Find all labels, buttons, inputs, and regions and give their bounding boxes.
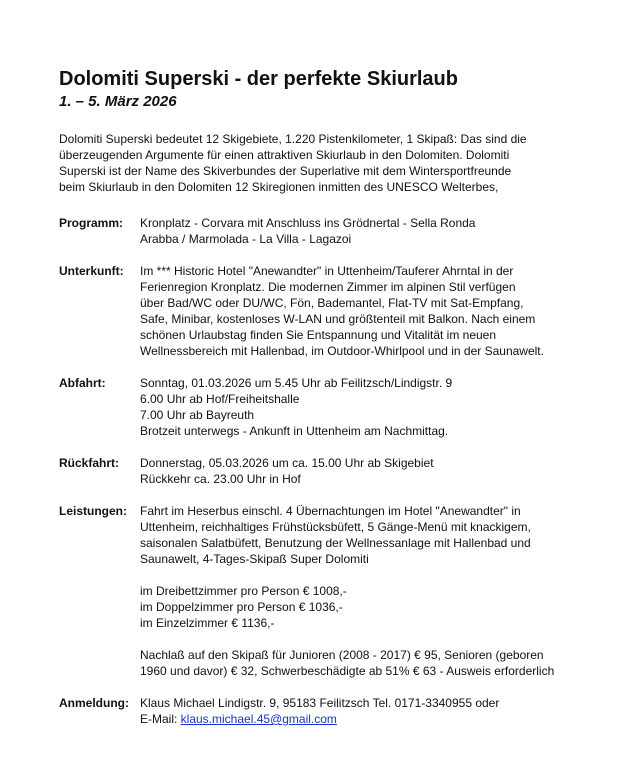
anmeldung-label: Anmeldung:: [59, 696, 129, 710]
unterkunft-content: [140, 263, 619, 359]
document-title: Dolomiti Superski - der perfekte Skiurlaub: [59, 68, 458, 90]
section-leistungen: [59, 503, 619, 679]
intro-line: Dolomiti Superski bedeutet 12 Skigebiete, 1.220 Pistenkilometer, 1 Skipaß: Das sind die: [59, 132, 527, 146]
spacer: [140, 631, 619, 647]
leistungen-line: Saunawelt, 4-Tages-Skipaß Super Dolomiti: [140, 552, 369, 566]
leistungen-line: saisonalen Salatbüfett, Benutzung der Wellnessanlage mit Hallenbad und: [140, 536, 531, 550]
unterkunft-label: Unterkunft:: [59, 264, 124, 278]
abfahrt-content: [140, 375, 619, 439]
discount-line: Nachlaß auf den Skipaß für Junioren (2008 - 2017) € 95, Senioren (geboren: [140, 648, 544, 662]
intro-line: Superski ist der Name des Skiverbundes der Superlative mit dem Wintersportfreunde: [59, 164, 512, 178]
programm-content: [140, 215, 619, 247]
anmeldung-email-line: [140, 711, 619, 727]
section-rueckfahrt: [59, 455, 619, 487]
abfahrt-line: Sonntag, 01.03.2026 um 5.45 Uhr ab Feilitzsch/Lindigstr. 9: [140, 376, 453, 390]
leistungen-label: Leistungen:: [59, 504, 127, 518]
rueckfahrt-line: Rückkehr ca. 23.00 Uhr in Hof: [140, 472, 301, 486]
discount-line: 1960 und davor) € 32, Schwerbeschädigte ab 51% € 63 - Ausweis erforderlich: [140, 664, 555, 678]
rueckfahrt-line: Donnerstag, 05.03.2026 um ca. 15.00 Uhr ab Skigebiet: [140, 456, 434, 470]
abfahrt-label: Abfahrt:: [59, 376, 106, 390]
unterkunft-line: Wellnessbereich mit Hallenbad, im Outdoor-Whirlpool und in der Saunawelt.: [140, 344, 544, 358]
unterkunft-line: Ferienregion Kronplatz. Die modernen Zimmer im alpinen Stil verfügen: [140, 280, 516, 294]
document-page: [59, 66, 619, 727]
intro-paragraph: [59, 131, 579, 195]
leistungen-line: Fahrt im Heserbus einschl. 4 Übernachtungen im Hotel "Anewandter" in: [140, 504, 521, 518]
section-unterkunft: [59, 263, 619, 359]
programm-label: Programm:: [59, 216, 124, 230]
anmeldung-content: [140, 695, 619, 727]
abfahrt-line: 7.00 Uhr ab Bayreuth: [140, 408, 255, 422]
rueckfahrt-label: Rückfahrt:: [59, 456, 120, 470]
leistungen-content: [140, 503, 619, 679]
price-line: im Doppelzimmer pro Person € 1036,-: [140, 600, 343, 614]
programm-line: Kronplatz - Corvara mit Anschluss ins Grödnertal - Sella Ronda: [140, 216, 476, 230]
price-line: im Einzelzimmer € 1136,-: [140, 616, 275, 630]
section-programm: [59, 215, 619, 247]
intro-line: beim Skiurlaub in den Dolomiten 12 Skiregionen inmitten des UNESCO Welterbes,: [59, 180, 499, 194]
intro-line: überzeugenden Argumente für einen attraktiven Skiurlaub in den Dolomiten. Dolomiti: [59, 148, 510, 162]
unterkunft-line: Safe, Minibar, kostenloses W-LAN und größtenteil mit Balkon. Nach einem: [140, 312, 536, 326]
leistungen-line: Uttenheim, reichhaltiges Frühstücksbüfett, 5 Gänge-Menü mit knackigem,: [140, 520, 531, 534]
email-prefix: E-Mail:: [140, 712, 181, 726]
event-date: 1. – 5. März 2026: [59, 93, 177, 110]
section-abfahrt: [59, 375, 619, 439]
price-line: im Dreibettzimmer pro Person € 1008,-: [140, 584, 347, 598]
unterkunft-line: Im *** Historic Hotel "Anewandter" in Uttenheim/Tauferer Ahrntal in der: [140, 264, 514, 278]
anmeldung-address: Klaus Michael Lindigstr. 9, 95183 Feilitzsch Tel. 0171-3340955 oder: [140, 696, 500, 710]
abfahrt-line: 6.00 Uhr ab Hof/Freiheitshalle: [140, 392, 300, 406]
unterkunft-line: über Bad/WC oder DU/WC, Fön, Bademantel, Flat-TV mit Sat-Empfang,: [140, 296, 524, 310]
spacer: [140, 567, 619, 583]
section-anmeldung: [59, 695, 619, 727]
programm-line: Arabba / Marmolada - La Villa - Lagazoi: [140, 232, 352, 246]
unterkunft-line: schönen Urlaubstag finden Sie Entspannung und Vitalität im neuen: [140, 328, 497, 342]
abfahrt-line: Brotzeit unterwegs - Ankunft in Uttenheim am Nachmittag.: [140, 424, 449, 438]
rueckfahrt-content: [140, 455, 619, 487]
email-link[interactable]: klaus.michael.45@gmail.com: [180, 712, 337, 726]
